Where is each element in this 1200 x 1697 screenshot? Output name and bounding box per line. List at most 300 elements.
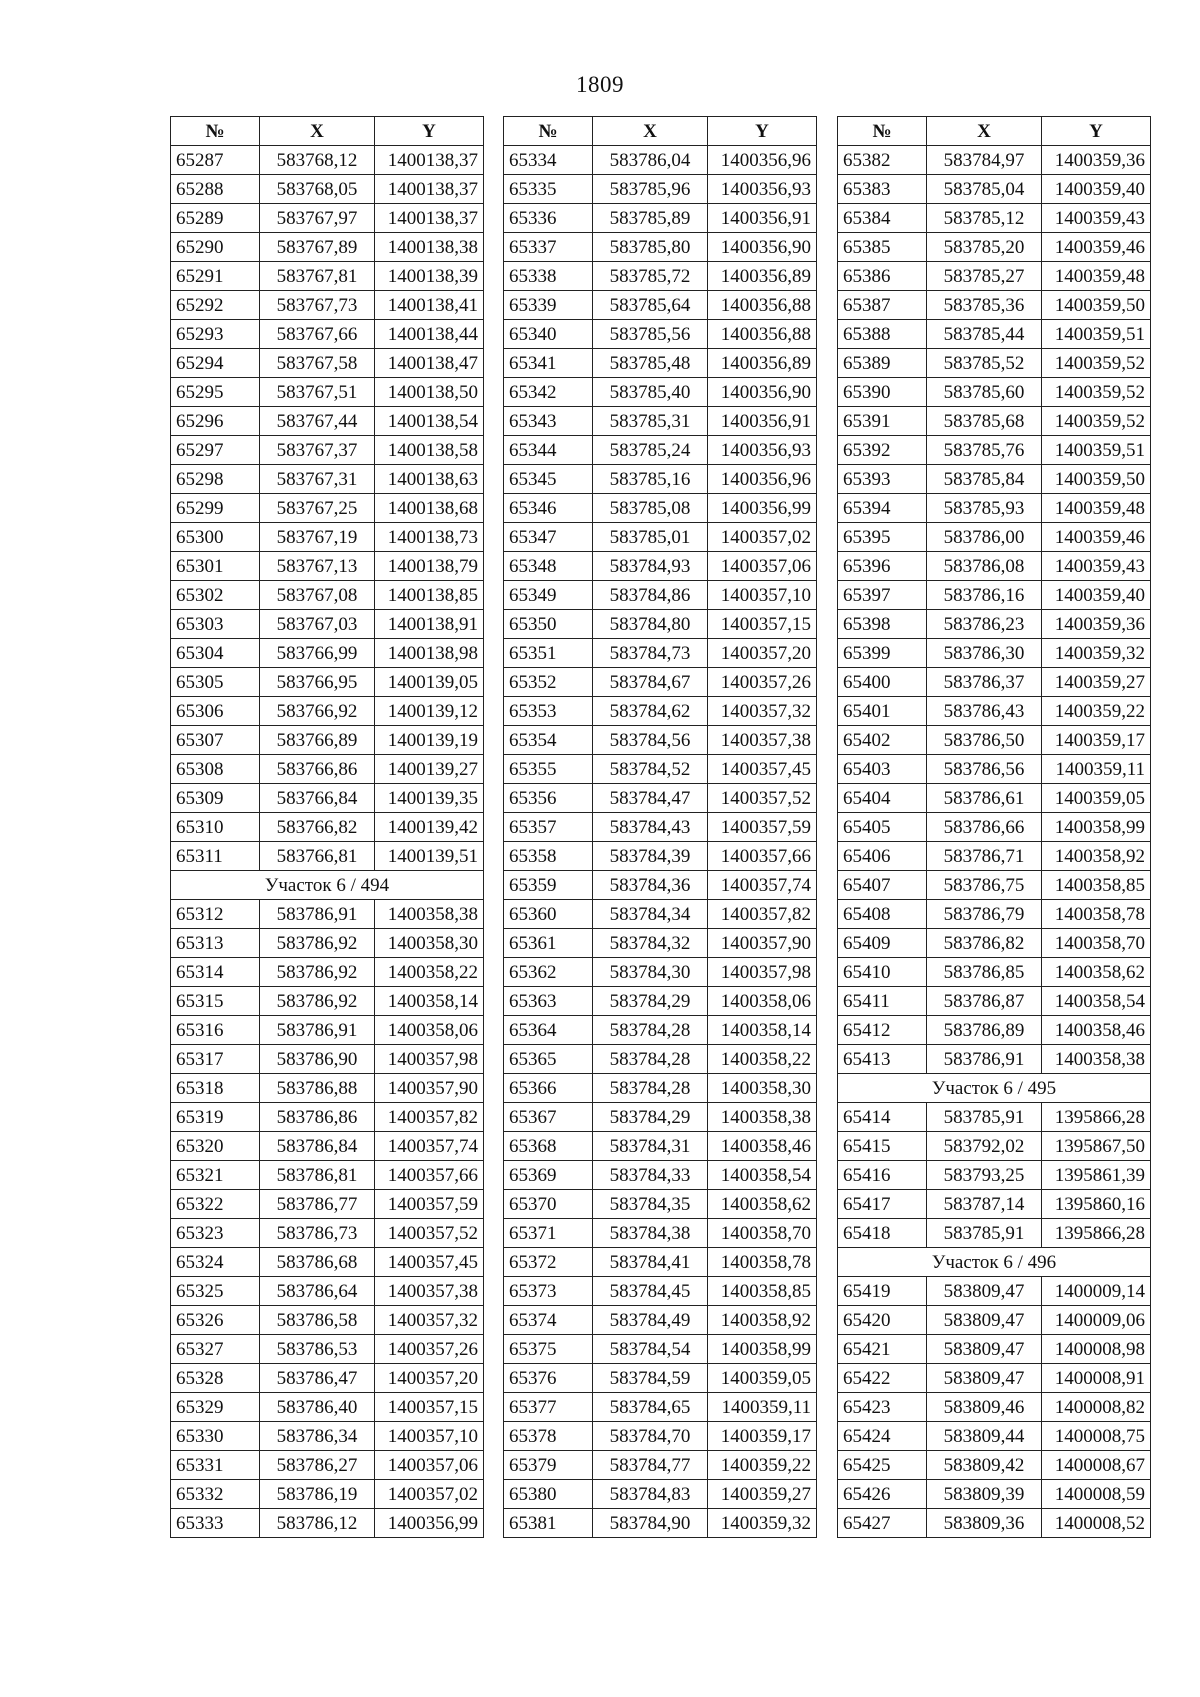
point-number-cell: 65391 (838, 407, 927, 436)
table-header-row (504, 117, 817, 146)
table-row (171, 1190, 484, 1219)
point-number-cell: 65327 (171, 1335, 260, 1364)
y-coordinate-cell: 1400358,38 (375, 900, 484, 929)
table-row (838, 581, 1151, 610)
point-number-cell: 65333 (171, 1509, 260, 1538)
x-coordinate-cell: 583785,91 (927, 1219, 1042, 1248)
point-number-cell: 65325 (171, 1277, 260, 1306)
point-number-cell: 65378 (504, 1422, 593, 1451)
x-coordinate-cell: 583766,86 (260, 755, 375, 784)
point-number-cell: 65304 (171, 639, 260, 668)
point-number-cell: 65342 (504, 378, 593, 407)
table-row (504, 842, 817, 871)
table-row (171, 1016, 484, 1045)
y-coordinate-cell: 1400359,52 (1042, 349, 1151, 378)
x-coordinate-cell: 583766,95 (260, 668, 375, 697)
x-coordinate-cell: 583786,56 (927, 755, 1042, 784)
y-coordinate-cell: 1400357,15 (375, 1393, 484, 1422)
x-coordinate-cell: 583784,33 (593, 1161, 708, 1190)
y-coordinate-cell: 1400358,70 (708, 1219, 817, 1248)
x-coordinate-cell: 583785,64 (593, 291, 708, 320)
y-coordinate-cell: 1400356,88 (708, 320, 817, 349)
y-coordinate-cell: 1400359,22 (708, 1451, 817, 1480)
x-coordinate-cell: 583784,90 (593, 1509, 708, 1538)
point-number-cell: 65420 (838, 1306, 927, 1335)
table-row (838, 1190, 1151, 1219)
point-number-cell: 65335 (504, 175, 593, 204)
table-row (504, 349, 817, 378)
y-coordinate-cell: 1400138,37 (375, 146, 484, 175)
table-row (504, 1161, 817, 1190)
section-label: Участок 6 / 494 (171, 871, 484, 900)
x-coordinate-cell: 583786,16 (927, 581, 1042, 610)
y-coordinate-cell: 1400139,05 (375, 668, 484, 697)
x-coordinate-cell: 583809,44 (927, 1422, 1042, 1451)
table-row (171, 1480, 484, 1509)
point-number-cell: 65354 (504, 726, 593, 755)
point-number-cell: 65394 (838, 494, 927, 523)
x-coordinate-cell: 583785,12 (927, 204, 1042, 233)
x-coordinate-cell: 583767,19 (260, 523, 375, 552)
point-number-cell: 65320 (171, 1132, 260, 1161)
section-label: Участок 6 / 495 (838, 1074, 1151, 1103)
table-row (171, 813, 484, 842)
x-coordinate-cell: 583784,34 (593, 900, 708, 929)
point-number-cell: 65294 (171, 349, 260, 378)
x-coordinate-cell: 583784,67 (593, 668, 708, 697)
point-number-cell: 65400 (838, 668, 927, 697)
point-number-cell: 65392 (838, 436, 927, 465)
x-coordinate-cell: 583766,89 (260, 726, 375, 755)
table-row (171, 1161, 484, 1190)
x-coordinate-cell: 583786,79 (927, 900, 1042, 929)
table-row (171, 726, 484, 755)
y-coordinate-cell: 1400358,30 (375, 929, 484, 958)
y-coordinate-cell: 1400357,26 (708, 668, 817, 697)
point-number-cell: 65348 (504, 552, 593, 581)
x-coordinate-cell: 583784,30 (593, 958, 708, 987)
y-coordinate-cell: 1400358,62 (1042, 958, 1151, 987)
x-coordinate-cell: 583785,89 (593, 204, 708, 233)
table-row (838, 1045, 1151, 1074)
x-coordinate-cell: 583784,31 (593, 1132, 708, 1161)
x-coordinate-cell: 583784,73 (593, 639, 708, 668)
table-row (171, 1074, 484, 1103)
y-coordinate-cell: 1400358,78 (708, 1248, 817, 1277)
table-row (504, 1248, 817, 1277)
point-number-cell: 65351 (504, 639, 593, 668)
y-coordinate-cell: 1400008,52 (1042, 1509, 1151, 1538)
point-number-cell: 65321 (171, 1161, 260, 1190)
y-coordinate-cell: 1400357,06 (375, 1451, 484, 1480)
x-coordinate-cell: 583786,00 (927, 523, 1042, 552)
x-coordinate-cell: 583785,48 (593, 349, 708, 378)
x-coordinate-cell: 583784,80 (593, 610, 708, 639)
point-number-cell: 65370 (504, 1190, 593, 1219)
x-coordinate-cell: 583786,88 (260, 1074, 375, 1103)
y-coordinate-cell: 1400359,32 (708, 1509, 817, 1538)
y-coordinate-cell: 1400357,38 (708, 726, 817, 755)
table-row (504, 1451, 817, 1480)
header-num: № (171, 117, 260, 146)
x-coordinate-cell: 583767,03 (260, 610, 375, 639)
y-coordinate-cell: 1400357,20 (375, 1364, 484, 1393)
table-row (838, 262, 1151, 291)
point-number-cell: 65343 (504, 407, 593, 436)
x-coordinate-cell: 583785,84 (927, 465, 1042, 494)
point-number-cell: 65309 (171, 784, 260, 813)
table-row (504, 465, 817, 494)
point-number-cell: 65355 (504, 755, 593, 784)
point-number-cell: 65386 (838, 262, 927, 291)
y-coordinate-cell: 1400139,51 (375, 842, 484, 871)
table-row (504, 1016, 817, 1045)
table-row (171, 784, 484, 813)
y-coordinate-cell: 1400359,50 (1042, 465, 1151, 494)
table-row (171, 349, 484, 378)
point-number-cell: 65357 (504, 813, 593, 842)
x-coordinate-cell: 583785,36 (927, 291, 1042, 320)
point-number-cell: 65371 (504, 1219, 593, 1248)
table-row (504, 1335, 817, 1364)
table-row (504, 639, 817, 668)
y-coordinate-cell: 1400356,90 (708, 378, 817, 407)
point-number-cell: 65408 (838, 900, 927, 929)
y-coordinate-cell: 1400359,46 (1042, 233, 1151, 262)
point-number-cell: 65399 (838, 639, 927, 668)
table-row (504, 668, 817, 697)
y-coordinate-cell: 1400358,54 (1042, 987, 1151, 1016)
y-coordinate-cell: 1400359,36 (1042, 610, 1151, 639)
point-number-cell: 65426 (838, 1480, 927, 1509)
table-row (504, 900, 817, 929)
table-row (504, 958, 817, 987)
x-coordinate-cell: 583786,61 (927, 784, 1042, 813)
table-row (171, 233, 484, 262)
point-number-cell: 65421 (838, 1335, 927, 1364)
point-number-cell: 65402 (838, 726, 927, 755)
y-coordinate-cell: 1400358,70 (1042, 929, 1151, 958)
x-coordinate-cell: 583785,60 (927, 378, 1042, 407)
x-coordinate-cell: 583786,92 (260, 987, 375, 1016)
point-number-cell: 65416 (838, 1161, 927, 1190)
x-coordinate-cell: 583784,52 (593, 755, 708, 784)
point-number-cell: 65352 (504, 668, 593, 697)
point-number-cell: 65310 (171, 813, 260, 842)
y-coordinate-cell: 1400357,02 (708, 523, 817, 552)
table-row (504, 1103, 817, 1132)
y-coordinate-cell: 1400358,62 (708, 1190, 817, 1219)
point-number-cell: 65374 (504, 1306, 593, 1335)
section-row (171, 871, 484, 900)
point-number-cell: 65397 (838, 581, 927, 610)
y-coordinate-cell: 1400358,14 (708, 1016, 817, 1045)
table-row (171, 291, 484, 320)
x-coordinate-cell: 583786,92 (260, 958, 375, 987)
y-coordinate-cell: 1400138,68 (375, 494, 484, 523)
x-coordinate-cell: 583792,02 (927, 1132, 1042, 1161)
table-row (504, 755, 817, 784)
point-number-cell: 65289 (171, 204, 260, 233)
table-row (504, 1219, 817, 1248)
table-row (504, 1480, 817, 1509)
y-coordinate-cell: 1400359,48 (1042, 262, 1151, 291)
y-coordinate-cell: 1400359,43 (1042, 204, 1151, 233)
table-row (171, 1451, 484, 1480)
point-number-cell: 65379 (504, 1451, 593, 1480)
y-coordinate-cell: 1400359,32 (1042, 639, 1151, 668)
point-number-cell: 65409 (838, 929, 927, 958)
y-coordinate-cell: 1400138,50 (375, 378, 484, 407)
point-number-cell: 65362 (504, 958, 593, 987)
x-coordinate-cell: 583785,72 (593, 262, 708, 291)
table-row (504, 784, 817, 813)
x-coordinate-cell: 583786,92 (260, 929, 375, 958)
table-row (838, 1451, 1151, 1480)
y-coordinate-cell: 1400359,52 (1042, 407, 1151, 436)
table-row (171, 204, 484, 233)
x-coordinate-cell: 583784,70 (593, 1422, 708, 1451)
y-coordinate-cell: 1400357,45 (375, 1248, 484, 1277)
table-row (504, 813, 817, 842)
y-coordinate-cell: 1395861,39 (1042, 1161, 1151, 1190)
table-row (171, 378, 484, 407)
table-row (838, 784, 1151, 813)
y-coordinate-cell: 1400138,58 (375, 436, 484, 465)
y-coordinate-cell: 1400359,17 (1042, 726, 1151, 755)
table-row (504, 610, 817, 639)
y-coordinate-cell: 1400358,92 (708, 1306, 817, 1335)
point-number-cell: 65292 (171, 291, 260, 320)
table-row (171, 1103, 484, 1132)
point-number-cell: 65410 (838, 958, 927, 987)
y-coordinate-cell: 1400357,10 (708, 581, 817, 610)
point-number-cell: 65319 (171, 1103, 260, 1132)
table-row (504, 552, 817, 581)
table-row (171, 1509, 484, 1538)
x-coordinate-cell: 583784,62 (593, 697, 708, 726)
y-coordinate-cell: 1400359,11 (708, 1393, 817, 1422)
point-number-cell: 65316 (171, 1016, 260, 1045)
x-coordinate-cell: 583785,20 (927, 233, 1042, 262)
x-coordinate-cell: 583787,14 (927, 1190, 1042, 1219)
point-number-cell: 65403 (838, 755, 927, 784)
y-coordinate-cell: 1400357,74 (708, 871, 817, 900)
x-coordinate-cell: 583786,90 (260, 1045, 375, 1074)
x-coordinate-cell: 583766,81 (260, 842, 375, 871)
table-row (171, 1219, 484, 1248)
x-coordinate-cell: 583784,56 (593, 726, 708, 755)
y-coordinate-cell: 1400357,26 (375, 1335, 484, 1364)
table-row (504, 494, 817, 523)
x-coordinate-cell: 583766,92 (260, 697, 375, 726)
y-coordinate-cell: 1395866,28 (1042, 1103, 1151, 1132)
y-coordinate-cell: 1395867,50 (1042, 1132, 1151, 1161)
point-number-cell: 65299 (171, 494, 260, 523)
x-coordinate-cell: 583785,40 (593, 378, 708, 407)
y-coordinate-cell: 1400359,05 (1042, 784, 1151, 813)
table-row (504, 697, 817, 726)
table-row (171, 929, 484, 958)
table-row (171, 1364, 484, 1393)
point-number-cell: 65418 (838, 1219, 927, 1248)
table-row (171, 610, 484, 639)
table-row (838, 1306, 1151, 1335)
x-coordinate-cell: 583786,19 (260, 1480, 375, 1509)
x-coordinate-cell: 583786,08 (927, 552, 1042, 581)
table-row (171, 1132, 484, 1161)
point-number-cell: 65318 (171, 1074, 260, 1103)
table-row (838, 320, 1151, 349)
x-coordinate-cell: 583786,91 (260, 1016, 375, 1045)
x-coordinate-cell: 583785,27 (927, 262, 1042, 291)
point-number-cell: 65365 (504, 1045, 593, 1074)
header-y: Y (375, 117, 484, 146)
y-coordinate-cell: 1400356,89 (708, 262, 817, 291)
point-number-cell: 65338 (504, 262, 593, 291)
y-coordinate-cell: 1400356,93 (708, 436, 817, 465)
x-coordinate-cell: 583784,43 (593, 813, 708, 842)
table-row (838, 813, 1151, 842)
y-coordinate-cell: 1400139,12 (375, 697, 484, 726)
table-row (171, 755, 484, 784)
y-coordinate-cell: 1400357,02 (375, 1480, 484, 1509)
y-coordinate-cell: 1400359,40 (1042, 581, 1151, 610)
table-row (504, 291, 817, 320)
y-coordinate-cell: 1400009,14 (1042, 1277, 1151, 1306)
table-row (838, 610, 1151, 639)
point-number-cell: 65411 (838, 987, 927, 1016)
point-number-cell: 65396 (838, 552, 927, 581)
y-coordinate-cell: 1400358,85 (708, 1277, 817, 1306)
point-number-cell: 65340 (504, 320, 593, 349)
x-coordinate-cell: 583784,45 (593, 1277, 708, 1306)
y-coordinate-cell: 1400356,88 (708, 291, 817, 320)
table-row (171, 1045, 484, 1074)
header-num: № (504, 117, 593, 146)
point-number-cell: 65412 (838, 1016, 927, 1045)
point-number-cell: 65363 (504, 987, 593, 1016)
point-number-cell: 65375 (504, 1335, 593, 1364)
table-row (504, 726, 817, 755)
x-coordinate-cell: 583785,91 (927, 1103, 1042, 1132)
point-number-cell: 65423 (838, 1393, 927, 1422)
table-row (838, 349, 1151, 378)
x-coordinate-cell: 583784,39 (593, 842, 708, 871)
x-coordinate-cell: 583785,24 (593, 436, 708, 465)
x-coordinate-cell: 583786,82 (927, 929, 1042, 958)
table-row (838, 755, 1151, 784)
x-coordinate-cell: 583786,12 (260, 1509, 375, 1538)
x-coordinate-cell: 583786,89 (927, 1016, 1042, 1045)
point-number-cell: 65288 (171, 175, 260, 204)
x-coordinate-cell: 583785,52 (927, 349, 1042, 378)
x-coordinate-cell: 583767,97 (260, 204, 375, 233)
table-row (171, 581, 484, 610)
table-row (838, 1103, 1151, 1132)
point-number-cell: 65405 (838, 813, 927, 842)
point-number-cell: 65301 (171, 552, 260, 581)
table-row (838, 958, 1151, 987)
table-row (838, 436, 1151, 465)
y-coordinate-cell: 1400356,96 (708, 146, 817, 175)
table-row (838, 871, 1151, 900)
point-number-cell: 65360 (504, 900, 593, 929)
x-coordinate-cell: 583785,16 (593, 465, 708, 494)
y-coordinate-cell: 1400009,06 (1042, 1306, 1151, 1335)
x-coordinate-cell: 583784,83 (593, 1480, 708, 1509)
y-coordinate-cell: 1400357,82 (708, 900, 817, 929)
point-number-cell: 65384 (838, 204, 927, 233)
x-coordinate-cell: 583793,25 (927, 1161, 1042, 1190)
point-number-cell: 65345 (504, 465, 593, 494)
table-header-row (171, 117, 484, 146)
y-coordinate-cell: 1400356,93 (708, 175, 817, 204)
point-number-cell: 65305 (171, 668, 260, 697)
point-number-cell: 65314 (171, 958, 260, 987)
point-number-cell: 65313 (171, 929, 260, 958)
point-number-cell: 65341 (504, 349, 593, 378)
table-row (504, 436, 817, 465)
y-coordinate-cell: 1400359,40 (1042, 175, 1151, 204)
x-coordinate-cell: 583786,84 (260, 1132, 375, 1161)
table-header-row (838, 117, 1151, 146)
table-row (838, 1016, 1151, 1045)
table-row (504, 1132, 817, 1161)
point-number-cell: 65395 (838, 523, 927, 552)
y-coordinate-cell: 1400358,92 (1042, 842, 1151, 871)
y-coordinate-cell: 1400356,99 (708, 494, 817, 523)
y-coordinate-cell: 1400358,46 (708, 1132, 817, 1161)
point-number-cell: 65383 (838, 175, 927, 204)
x-coordinate-cell: 583809,39 (927, 1480, 1042, 1509)
coordinates-table-right (837, 116, 1151, 1538)
y-coordinate-cell: 1400008,91 (1042, 1364, 1151, 1393)
y-coordinate-cell: 1400359,17 (708, 1422, 817, 1451)
point-number-cell: 65330 (171, 1422, 260, 1451)
y-coordinate-cell: 1400359,43 (1042, 552, 1151, 581)
point-number-cell: 65303 (171, 610, 260, 639)
table-row (838, 146, 1151, 175)
point-number-cell: 65312 (171, 900, 260, 929)
y-coordinate-cell: 1400358,46 (1042, 1016, 1151, 1045)
y-coordinate-cell: 1400356,91 (708, 204, 817, 233)
x-coordinate-cell: 583768,05 (260, 175, 375, 204)
table-row (171, 1306, 484, 1335)
table-row (838, 378, 1151, 407)
y-coordinate-cell: 1400357,66 (375, 1161, 484, 1190)
x-coordinate-cell: 583786,04 (593, 146, 708, 175)
x-coordinate-cell: 583786,58 (260, 1306, 375, 1335)
x-coordinate-cell: 583786,91 (927, 1045, 1042, 1074)
x-coordinate-cell: 583785,68 (927, 407, 1042, 436)
table-row (838, 842, 1151, 871)
table-row (838, 1422, 1151, 1451)
point-number-cell: 65323 (171, 1219, 260, 1248)
x-coordinate-cell: 583784,49 (593, 1306, 708, 1335)
y-coordinate-cell: 1400359,51 (1042, 320, 1151, 349)
point-number-cell: 65315 (171, 987, 260, 1016)
x-coordinate-cell: 583785,08 (593, 494, 708, 523)
table-row (838, 291, 1151, 320)
table-row (504, 233, 817, 262)
point-number-cell: 65373 (504, 1277, 593, 1306)
y-coordinate-cell: 1400359,50 (1042, 291, 1151, 320)
point-number-cell: 65419 (838, 1277, 927, 1306)
point-number-cell: 65390 (838, 378, 927, 407)
x-coordinate-cell: 583784,28 (593, 1045, 708, 1074)
point-number-cell: 65290 (171, 233, 260, 262)
